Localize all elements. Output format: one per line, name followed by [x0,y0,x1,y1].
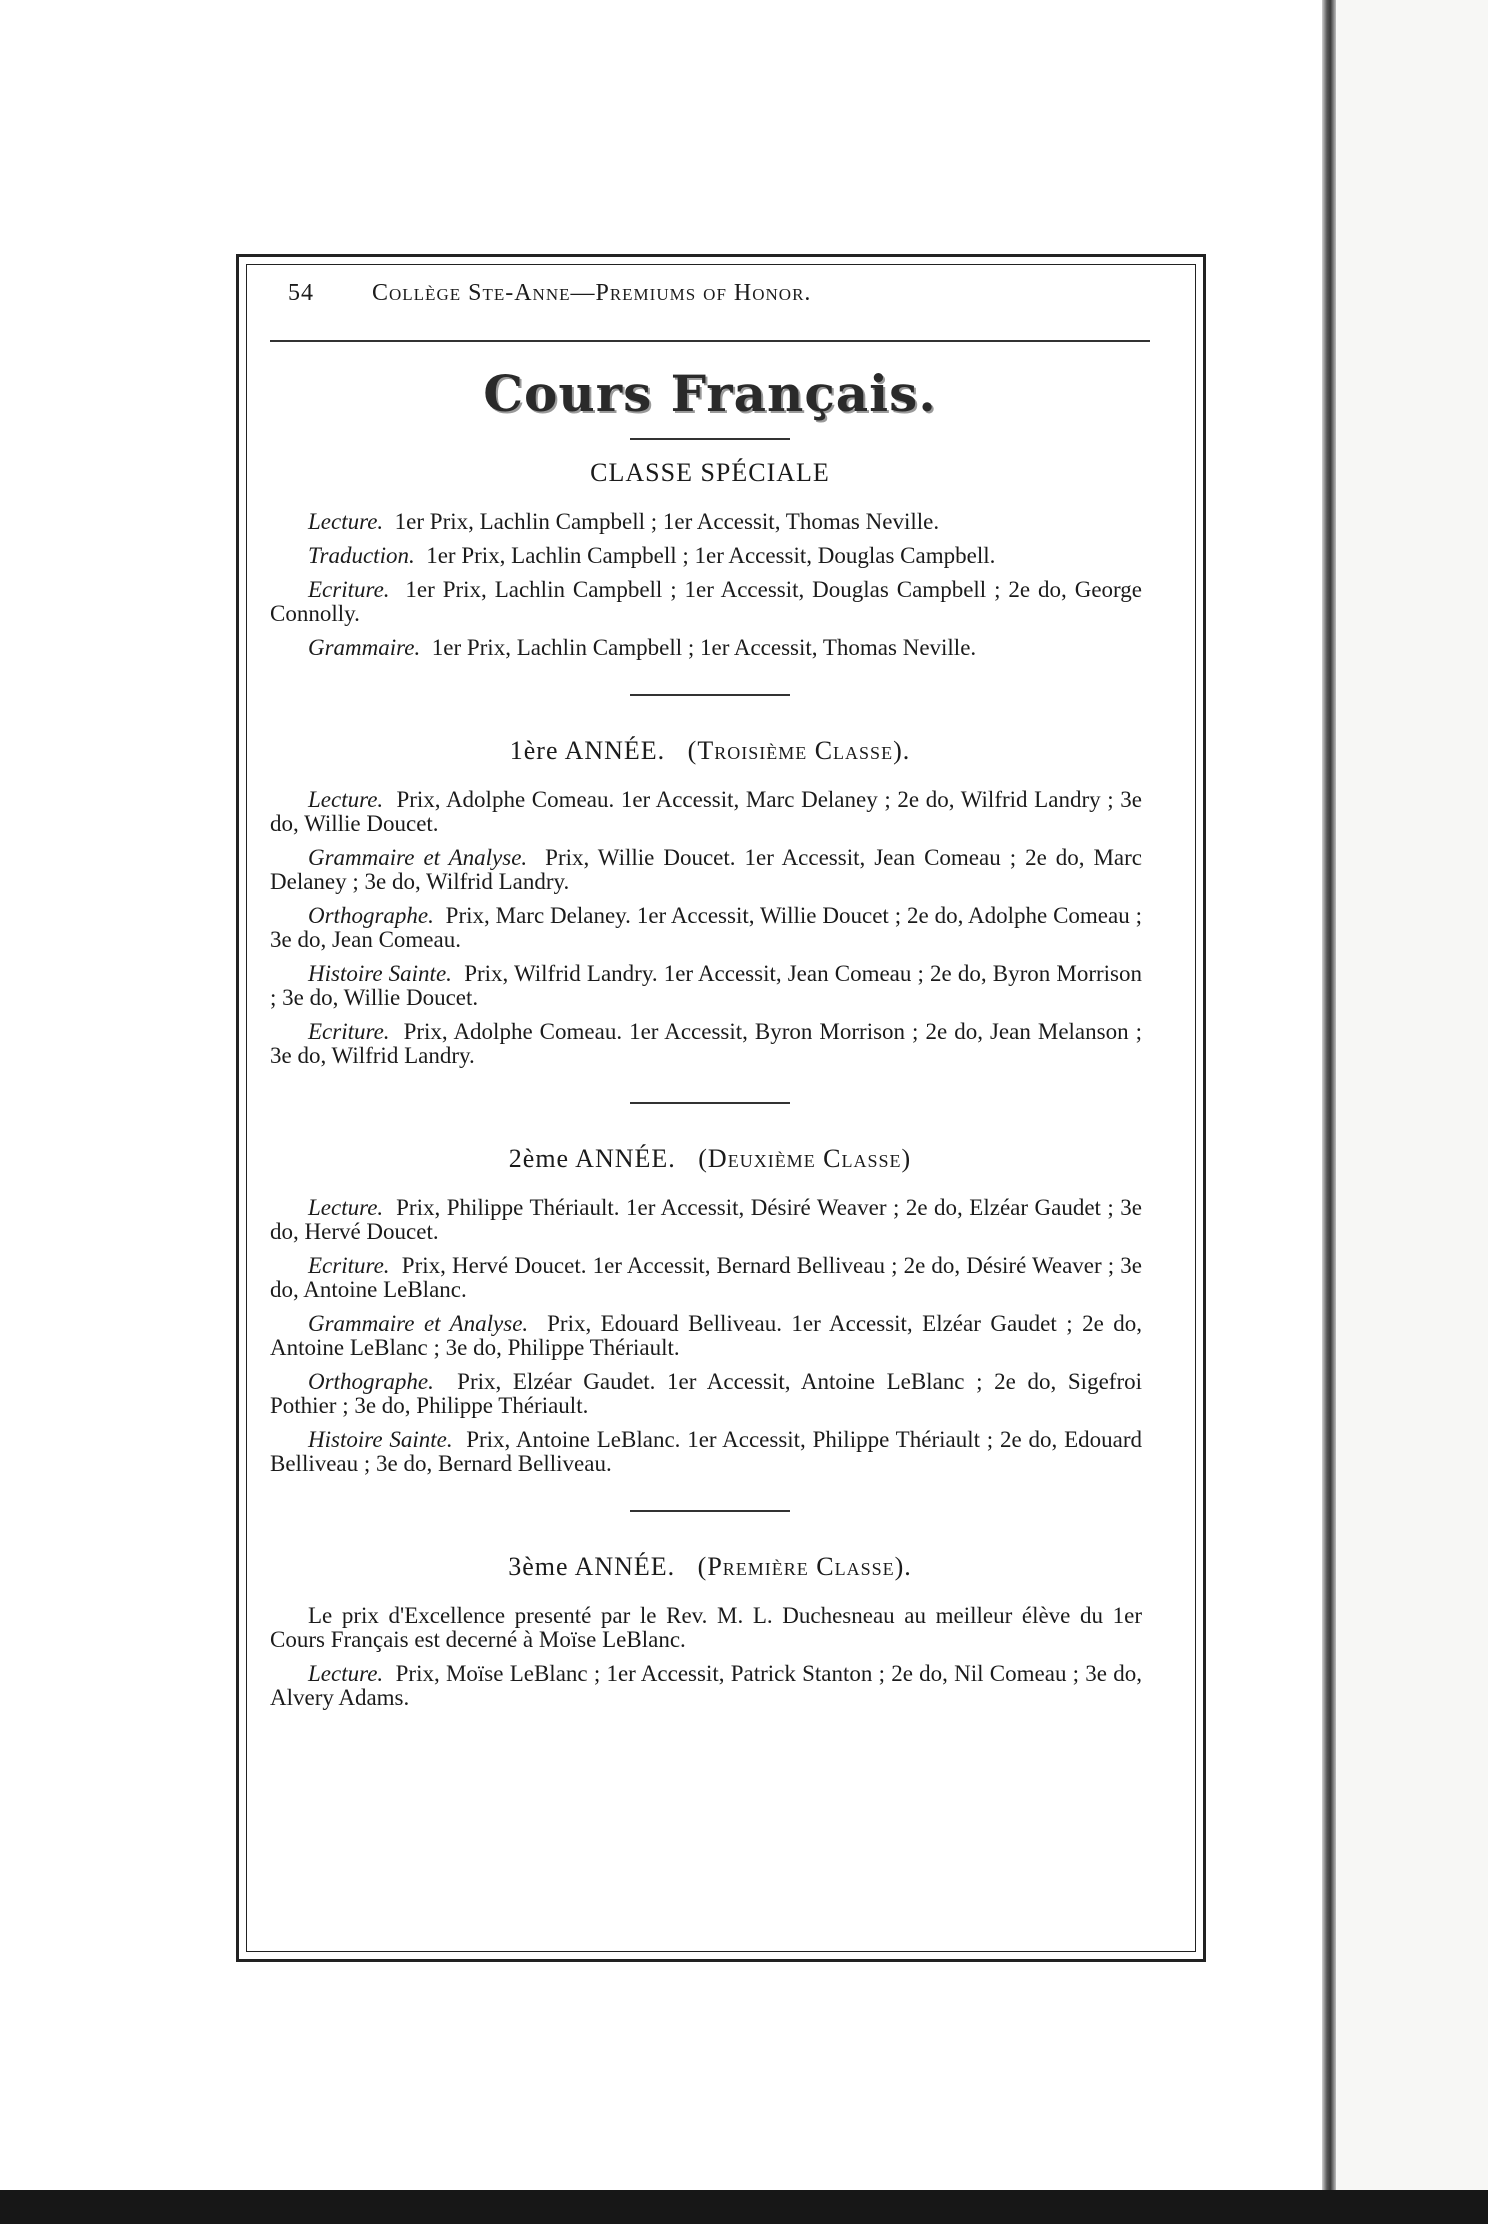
award-entry [270,578,1150,626]
award-entry [270,1254,1150,1302]
subject-label: Ecriture. [308,577,390,602]
award-entry [270,1428,1150,1476]
award-entry [270,846,1150,894]
page-content [270,280,1150,1720]
section-heading [270,1552,1150,1582]
award-entry [270,1370,1150,1418]
award-text: 1er Prix, Lachlin Campbell ; 1er Accessit, Thomas Neville. [431,635,977,660]
award-text: Le prix d'Excellence presenté par le Rev. M. L. Duchesneau au meilleur élève du 1er Cours Français est decerné à Moïse LeBlanc. [270,1603,1142,1652]
section-heading-main: 1ère ANNÉE. [509,736,666,765]
subject-label: Lecture. [308,509,384,534]
running-title: Collège Ste-Anne—Premiums of Honor. [372,280,812,306]
subject-label: Histoire Sainte. [308,1427,453,1452]
section-heading [270,1144,1150,1174]
award-text: Prix, Marc Delaney. 1er Accessit, Willie Doucet ; 2e do, Adolphe Comeau ; 3e do, Jean Comeau. [270,903,1142,952]
section-heading-sub: (Deuxième Classe) [698,1144,912,1173]
section-heading-main: 2ème ANNÉE. [508,1144,676,1173]
award-text: Prix, Wilfrid Landry. 1er Accessit, Jean Comeau ; 2e do, Byron Morrison ; 3e do, Willie Doucet. [270,961,1143,1010]
award-text: Prix, Adolphe Comeau. 1er Accessit, Byron Morrison ; 2e do, Jean Melanson ; 3e do, Wilfrid Landry. [270,1019,1142,1068]
award-entry [270,1196,1150,1244]
section-separator [630,694,790,696]
award-text: Prix, Willie Doucet. 1er Accessit, Jean Comeau ; 2e do, Marc Delaney ; 3e do, Wilfrid Landry. [270,845,1143,894]
award-text: Prix, Moïse LeBlanc ; 1er Accessit, Patrick Stanton ; 2e do, Nil Comeau ; 3e do, Alvery Adams. [270,1661,1142,1710]
header-rule [270,340,1150,342]
award-text: Prix, Hervé Doucet. 1er Accessit, Bernard Belliveau ; 2e do, Désiré Weaver ; 3e do, Antoine LeBlanc. [270,1253,1143,1302]
subject-label: Ecriture. [308,1253,390,1278]
section-heading [270,458,1150,488]
award-text: 1er Prix, Lachlin Campbell ; 1er Accessit, Douglas Campbell ; 2e do, George Connolly. [270,577,1143,626]
subject-label: Grammaire. [308,635,421,660]
subject-label: Ecriture. [308,1019,390,1044]
award-text: Prix, Edouard Belliveau. 1er Accessit, Elzéar Gaudet ; 2e do, Antoine LeBlanc ; 3e do, Philippe Thériault. [270,1311,1143,1360]
award-text: 1er Prix, Lachlin Campbell ; 1er Accessit, Thomas Neville. [394,509,940,534]
section-heading-sub: (Troisième Classe). [687,736,911,765]
award-entry [270,904,1150,952]
award-text: Prix, Adolphe Comeau. 1er Accessit, Marc Delaney ; 2e do, Wilfrid Landry ; 3e do, Willie Doucet. [270,787,1143,836]
award-text: 1er Prix, Lachlin Campbell ; 1er Accessit, Douglas Campbell. [426,543,996,568]
subject-label: Lecture. [308,1661,384,1686]
running-header [270,280,1150,328]
award-entry [270,788,1150,836]
subject-label: Histoire Sainte. [308,961,452,986]
award-text: Prix, Antoine LeBlanc. 1er Accessit, Philippe Thériault ; 2e do, Edouard Belliveau ; 3e do, Bernard Belliveau. [270,1427,1142,1476]
section-heading-main: CLASSE SPÉCIALE [590,458,830,487]
subject-label: Traduction. [308,543,415,568]
subject-label: Orthographe. [308,903,434,928]
subject-label: Orthographe. [308,1369,434,1394]
page-gutter [1322,0,1336,2224]
adjacent-page [1336,0,1488,2224]
award-entry [270,636,1150,660]
subject-label: Grammaire et Analyse. [308,1311,529,1336]
award-entry [270,962,1150,1010]
subject-label: Grammaire et Analyse. [308,845,528,870]
award-entry [270,1020,1150,1068]
section-heading [270,736,1150,766]
award-entry [270,510,1150,534]
subject-label: Lecture. [308,787,384,812]
award-text: Prix, Philippe Thériault. 1er Accessit, Désiré Weaver ; 2e do, Elzéar Gaudet ; 3e do, Hervé Doucet. [270,1195,1142,1244]
sections-container [270,458,1150,1710]
award-text: Prix, Elzéar Gaudet. 1er Accessit, Antoine LeBlanc ; 2e do, Sigefroi Pothier ; 3e do, Philippe Thériault. [270,1369,1142,1418]
page-title: Cours Français. [483,364,937,423]
section-heading-main: 3ème ANNÉE. [508,1552,676,1581]
award-entry [270,1312,1150,1360]
subject-label: Lecture. [308,1195,384,1220]
scan-bottom-edge [0,2190,1488,2224]
award-entry [270,1662,1150,1710]
page-number: 54 [288,280,314,306]
title-rule [630,438,790,440]
award-entry [270,544,1150,568]
award-entry [270,1604,1150,1652]
section-heading-sub: (Première Classe). [697,1552,912,1581]
section-separator [630,1510,790,1512]
section-separator [630,1102,790,1104]
